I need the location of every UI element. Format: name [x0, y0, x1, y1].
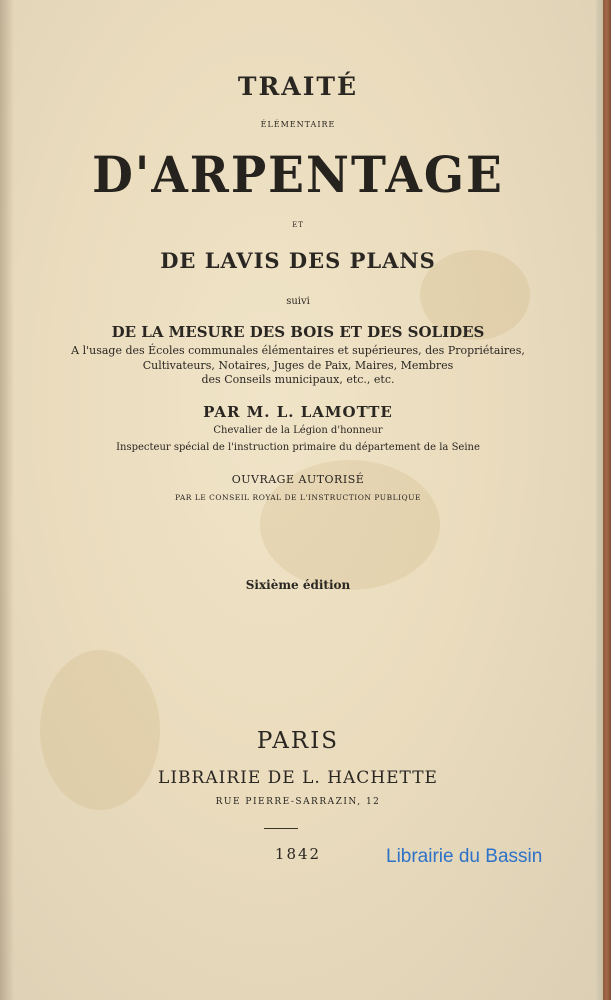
audience-line: A l'usage des Écoles communales élémentaires et supérieures, des Propriétaires,	[71, 344, 525, 357]
title-line-elementaire: ÉLÉMENTAIRE	[260, 120, 336, 129]
followed-by-text: suivi	[286, 296, 310, 307]
subtitle: DE LA MESURE DES BOIS ET DES SOLIDES	[111, 323, 485, 341]
author: PAR M. L. LAMOTTE	[203, 403, 393, 421]
author-title: Inspecteur spécial de l'instruction primaire du département de la Seine	[116, 442, 480, 453]
authorized-by: PAR LE CONSEIL ROYAL DE L'INSTRUCTION PUBLIQUE	[175, 493, 421, 502]
publication-year: 1842	[274, 845, 322, 863]
publisher-address: RUE PIERRE-SARRAZIN, 12	[215, 797, 381, 807]
bookseller-watermark: Librairie du Bassin	[386, 846, 543, 867]
title-conjunction: ET	[292, 221, 304, 229]
authorization-note: OUVRAGE AUTORISÉ	[231, 473, 365, 486]
publication-city: PARIS	[256, 728, 340, 754]
divider-rule	[264, 828, 298, 829]
audience-line: des Conseils municipaux, etc., etc.	[201, 373, 395, 386]
title-main-arpentage: D'ARPENTAGE	[92, 146, 504, 205]
author-title: Chevalier de la Légion d'honneur	[213, 425, 383, 436]
publisher: LIBRAIRIE DE L. HACHETTE	[158, 768, 438, 788]
audience-line: Cultivateurs, Notaires, Juges de Paix, Maires, Membres	[142, 359, 454, 372]
book-binding	[603, 0, 611, 1000]
title-line-traite: TRAITÉ	[237, 72, 359, 101]
title-line-lavis: DE LAVIS DES PLANS	[160, 248, 436, 273]
edition: Sixième édition	[245, 578, 351, 592]
page-edges	[596, 0, 603, 1000]
